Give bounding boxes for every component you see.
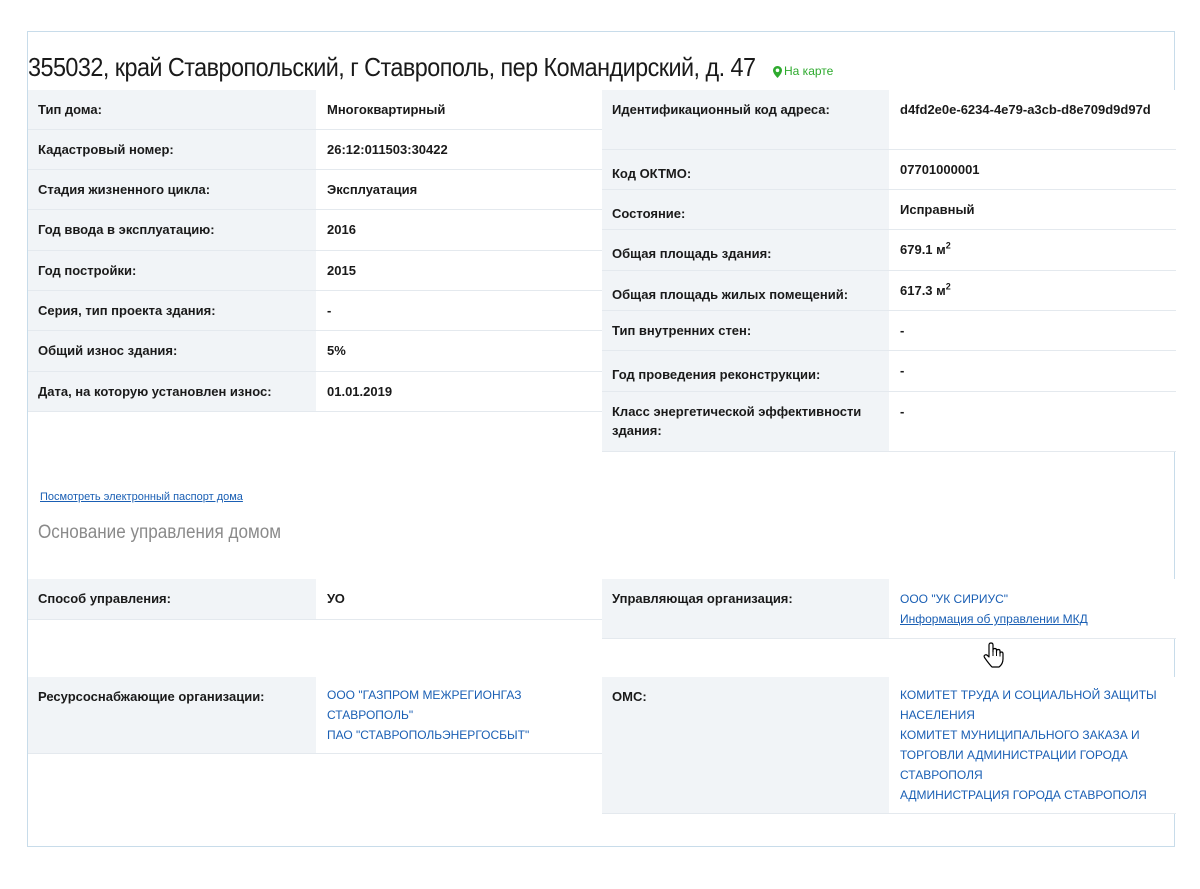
oms-org-link[interactable]: АДМИНИСТРАЦИЯ ГОРОДА СТАВРОПОЛЯ [900, 788, 1147, 802]
electronic-passport-link[interactable]: Посмотреть электронный паспорт дома [40, 491, 243, 503]
table-row [602, 579, 1176, 639]
table-row [28, 331, 602, 372]
management-info-link[interactable]: Информация об управлении МКД [900, 612, 1088, 626]
management-org-table [602, 579, 1176, 639]
area-value: 617.3 м [900, 283, 946, 298]
resource-orgs-table [28, 677, 602, 754]
oms-org-link[interactable]: КОМИТЕТ ТРУДА И СОЦИАЛЬНОЙ ЗАЩИТЫ НАСЕЛЕНИЯ [900, 688, 1157, 722]
resource-org-link[interactable]: ПАО "СТАВРОПОЛЬЭНЕРГОСБЫТ" [327, 728, 530, 742]
table-row [602, 150, 1176, 190]
table-row [28, 251, 602, 291]
management-section-title: Основание управления домом [38, 522, 281, 543]
property-value: d4fd2e0e-6234-4e79-a3cb-d8e709d9d97d [889, 90, 1176, 149]
property-value: - [889, 311, 1176, 350]
property-value [889, 230, 1176, 270]
management-method-table [28, 579, 602, 620]
property-label: Идентификационный код адреса: [612, 102, 830, 117]
property-label: Состояние: [612, 206, 686, 221]
property-value: Многоквартирный [316, 90, 602, 129]
property-value [889, 271, 1176, 310]
table-row [602, 311, 1176, 351]
property-label: Серия, тип проекта здания: [38, 303, 216, 318]
property-value: - [889, 392, 1176, 451]
table-row [28, 170, 602, 210]
resource-orgs-label: Ресурсоснабжающие организации: [38, 689, 265, 704]
hand-pointer-cursor-icon [983, 642, 1005, 668]
oms-value [889, 677, 1176, 813]
page-title: 355032, край Ставропольский, г Ставрополь, пер Командирский, д. 47 [28, 52, 756, 82]
resource-org-link[interactable]: ООО "ГАЗПРОМ МЕЖРЕГИОНГАЗ СТАВРОПОЛЬ" [327, 688, 522, 722]
area-unit-superscript: 2 [945, 281, 951, 292]
table-row [28, 130, 602, 170]
table-row [602, 230, 1176, 271]
property-value: - [889, 351, 1176, 391]
property-label: Кадастровый номер: [38, 142, 174, 157]
table-row [602, 90, 1176, 150]
table-row [602, 677, 1176, 814]
table-row [602, 392, 1176, 452]
management-org-value [889, 579, 1176, 638]
title-row [28, 52, 836, 88]
property-value: 26:12:011503:30422 [316, 130, 602, 169]
table-row [602, 190, 1176, 230]
table-row [28, 291, 602, 331]
property-value: 2015 [316, 251, 602, 290]
property-label: Тип дома: [38, 102, 102, 117]
oms-table [602, 677, 1176, 814]
property-value: 2016 [316, 210, 602, 250]
map-pin-icon [773, 66, 782, 78]
house-info-panel [27, 31, 1175, 847]
property-label: Код ОКТМО: [612, 166, 692, 181]
property-value: 01.01.2019 [316, 372, 602, 411]
property-value: 07701000001 [889, 150, 1176, 189]
table-row [28, 210, 602, 251]
oms-label: ОМС: [612, 689, 647, 704]
property-value: Эксплуатация [316, 170, 602, 209]
management-method-label: Способ управления: [38, 591, 171, 606]
area-unit-superscript: 2 [945, 240, 951, 251]
map-link-label: На карте [784, 64, 834, 78]
property-label: Дата, на которую установлен износ: [38, 384, 272, 399]
management-org-label: Управляющая организация: [612, 591, 793, 606]
property-value: Исправный [889, 190, 1176, 229]
right-property-table [602, 90, 1176, 452]
table-row [602, 351, 1176, 392]
resource-orgs-value [316, 677, 602, 753]
map-link[interactable] [773, 64, 833, 78]
property-label: Стадия жизненного цикла: [38, 182, 211, 197]
property-label: Тип внутренних стен: [612, 323, 752, 338]
table-row [28, 677, 602, 754]
management-method-value: УО [316, 579, 602, 619]
property-value: - [316, 291, 602, 330]
table-row [28, 90, 602, 130]
table-row [28, 372, 602, 412]
property-label: Год постройки: [38, 263, 137, 278]
table-row [602, 271, 1176, 311]
property-label: Общая площадь здания: [612, 246, 772, 261]
property-value: 5% [316, 331, 602, 371]
table-row [28, 579, 602, 620]
property-label: Класс энергетической эффективности здания: [612, 404, 862, 438]
property-label: Год проведения реконструкции: [612, 367, 821, 382]
oms-org-link[interactable]: КОМИТЕТ МУНИЦИПАЛЬНОГО ЗАКАЗА И ТОРГОВЛИ АДМИНИСТРАЦИИ ГОРОДА СТАВРОПОЛЯ [900, 728, 1140, 782]
property-label: Общий износ здания: [38, 343, 178, 358]
property-label: Общая площадь жилых помещений: [612, 287, 849, 302]
property-label: Год ввода в эксплуатацию: [38, 222, 215, 237]
area-value: 679.1 м [900, 242, 946, 257]
management-org-link[interactable]: ООО "УК СИРИУС" [900, 592, 1009, 606]
left-property-table [28, 90, 602, 412]
